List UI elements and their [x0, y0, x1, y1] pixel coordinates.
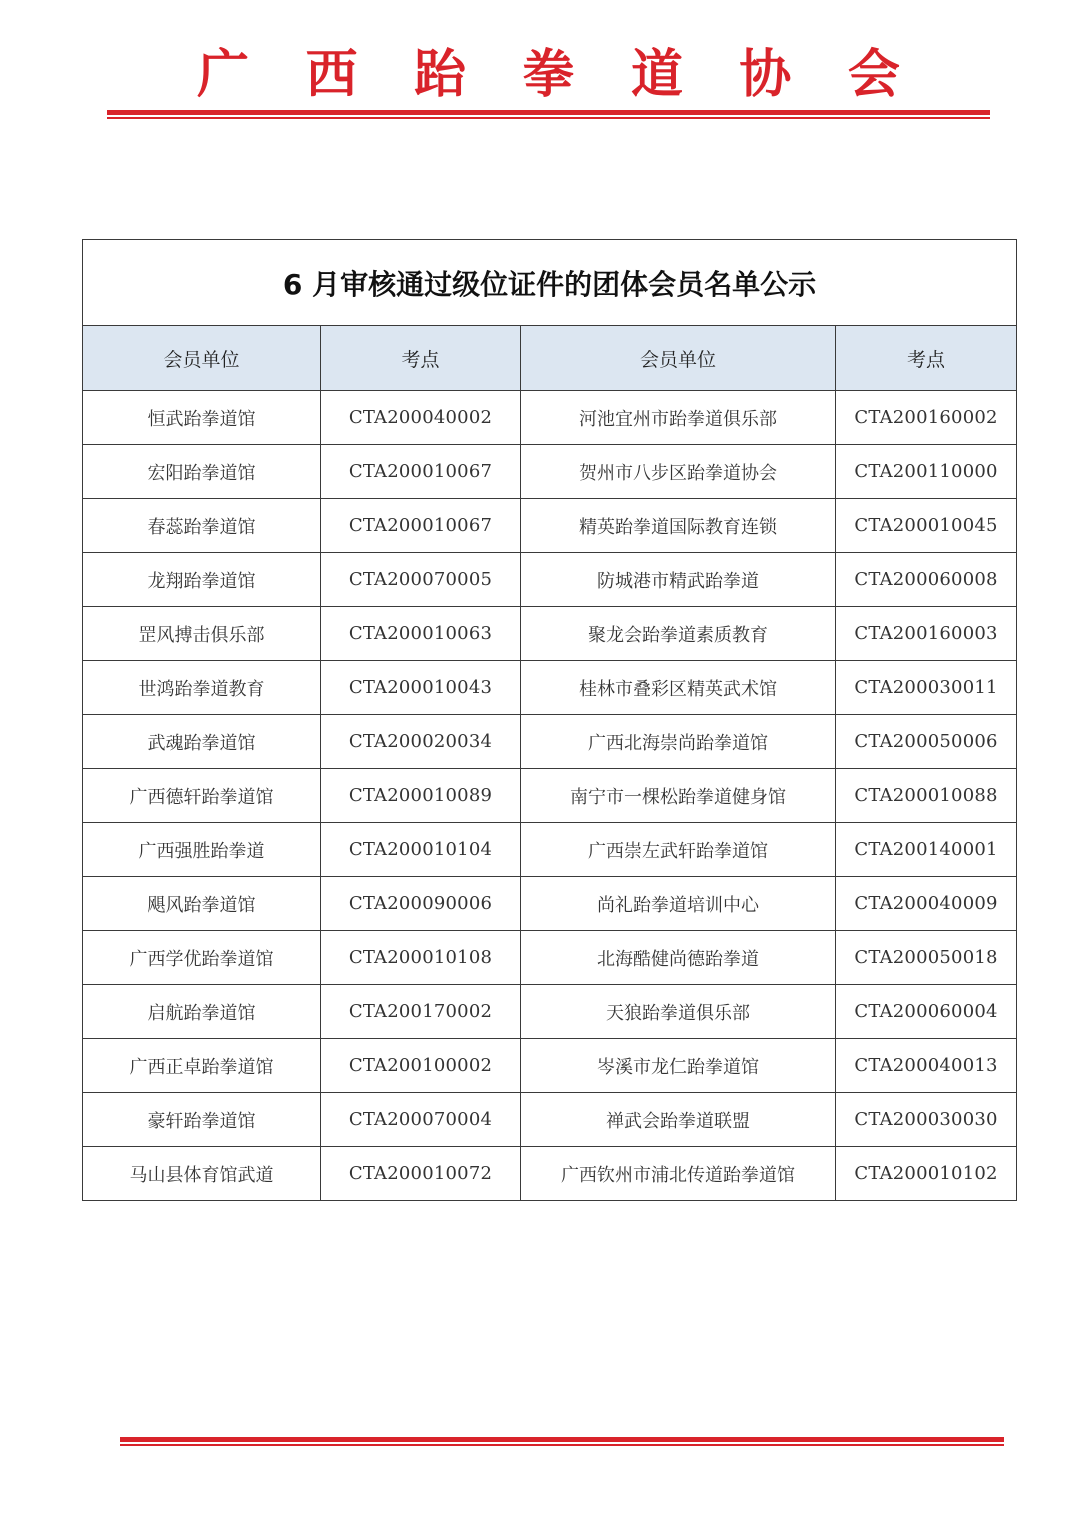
- table-row: [83, 877, 1017, 931]
- column-header-exam-site: 考点: [321, 326, 521, 391]
- member-unit-cell: 龙翔跆拳道馆: [83, 553, 321, 607]
- header-divider-thin-line: [107, 117, 990, 119]
- member-unit-cell: 豪轩跆拳道馆: [83, 1093, 321, 1147]
- exam-site-cell: CTA200010045: [836, 499, 1017, 553]
- table-row: [83, 985, 1017, 1039]
- exam-site-cell: CTA200040009: [836, 877, 1017, 931]
- exam-site-cell: CTA200160003: [836, 607, 1017, 661]
- footer-divider: [120, 1437, 1004, 1446]
- header-divider-thick-line: [107, 110, 990, 115]
- exam-site-cell: CTA200010072: [321, 1147, 521, 1201]
- member-unit-cell: 广西正卓跆拳道馆: [83, 1039, 321, 1093]
- member-unit-cell: 武魂跆拳道馆: [83, 715, 321, 769]
- member-unit-cell: 广西钦州市浦北传道跆拳道馆: [521, 1147, 836, 1201]
- table-title: 6 月审核通过级位证件的团体会员名单公示: [83, 240, 1017, 326]
- table-row: [83, 553, 1017, 607]
- exam-site-cell: CTA200010089: [321, 769, 521, 823]
- member-unit-cell: 飓风跆拳道馆: [83, 877, 321, 931]
- member-unit-cell: 广西强胜跆拳道: [83, 823, 321, 877]
- table-header-row: [83, 326, 1017, 391]
- member-unit-cell: 启航跆拳道馆: [83, 985, 321, 1039]
- member-unit-cell: 天狼跆拳道俱乐部: [521, 985, 836, 1039]
- table-row: [83, 1039, 1017, 1093]
- member-unit-cell: 广西北海崇尚跆拳道馆: [521, 715, 836, 769]
- org-title-char: 道: [630, 44, 683, 105]
- exam-site-cell: CTA200100002: [321, 1039, 521, 1093]
- exam-site-cell: CTA200050006: [836, 715, 1017, 769]
- exam-site-cell: CTA200010104: [321, 823, 521, 877]
- org-title-char: 跆: [413, 44, 466, 105]
- member-unit-cell: 罡风搏击俱乐部: [83, 607, 321, 661]
- member-unit-cell: 禅武会跆拳道联盟: [521, 1093, 836, 1147]
- member-unit-cell: 岑溪市龙仁跆拳道馆: [521, 1039, 836, 1093]
- member-unit-cell: 防城港市精武跆拳道: [521, 553, 836, 607]
- table-row: [83, 607, 1017, 661]
- member-unit-cell: 尚礼跆拳道培训中心: [521, 877, 836, 931]
- table-row: [83, 499, 1017, 553]
- exam-site-cell: CTA200160002: [836, 391, 1017, 445]
- member-unit-cell: 桂林市叠彩区精英武术馆: [521, 661, 836, 715]
- organization-title: [107, 40, 990, 110]
- exam-site-cell: CTA200110000: [836, 445, 1017, 499]
- column-header-member-unit: 会员单位: [83, 326, 321, 391]
- column-header-exam-site: 考点: [836, 326, 1017, 391]
- exam-site-cell: CTA200170002: [321, 985, 521, 1039]
- exam-site-cell: CTA200010108: [321, 931, 521, 985]
- member-unit-cell: 马山县体育馆武道: [83, 1147, 321, 1201]
- exam-site-cell: CTA200040013: [836, 1039, 1017, 1093]
- exam-site-cell: CTA200090006: [321, 877, 521, 931]
- table-row: [83, 391, 1017, 445]
- exam-site-cell: CTA200010063: [321, 607, 521, 661]
- footer-divider-thick-line: [120, 1437, 1004, 1442]
- member-unit-cell: 春蕊跆拳道馆: [83, 499, 321, 553]
- exam-site-cell: CTA200010043: [321, 661, 521, 715]
- column-header-member-unit: 会员单位: [521, 326, 836, 391]
- org-title-char: 会: [847, 44, 900, 105]
- exam-site-cell: CTA200030030: [836, 1093, 1017, 1147]
- exam-site-cell: CTA200070005: [321, 553, 521, 607]
- table-row: [83, 715, 1017, 769]
- member-unit-cell: 恒武跆拳道馆: [83, 391, 321, 445]
- member-unit-cell: 广西学优跆拳道馆: [83, 931, 321, 985]
- exam-site-cell: CTA200010067: [321, 499, 521, 553]
- member-unit-cell: 宏阳跆拳道馆: [83, 445, 321, 499]
- exam-site-cell: CTA200060008: [836, 553, 1017, 607]
- exam-site-cell: CTA200060004: [836, 985, 1017, 1039]
- exam-site-cell: CTA200020034: [321, 715, 521, 769]
- member-unit-cell: 精英跆拳道国际教育连锁: [521, 499, 836, 553]
- table-caption-row: [83, 240, 1017, 326]
- org-title-char: 协: [739, 44, 792, 105]
- exam-site-cell: CTA200010067: [321, 445, 521, 499]
- member-unit-cell: 世鸿跆拳道教育: [83, 661, 321, 715]
- org-title-char: 广: [197, 44, 250, 105]
- table-row: [83, 1147, 1017, 1201]
- table-row: [83, 445, 1017, 499]
- member-unit-cell: 广西德轩跆拳道馆: [83, 769, 321, 823]
- member-unit-cell: 河池宜州市跆拳道俱乐部: [521, 391, 836, 445]
- exam-site-cell: CTA200050018: [836, 931, 1017, 985]
- table-row: [83, 1093, 1017, 1147]
- exam-site-cell: CTA200030011: [836, 661, 1017, 715]
- member-unit-cell: 聚龙会跆拳道素质教育: [521, 607, 836, 661]
- member-roster-table: [82, 239, 1017, 1201]
- org-title-char: 西: [305, 44, 358, 105]
- header-divider: [107, 110, 990, 119]
- member-unit-cell: 南宁市一棵松跆拳道健身馆: [521, 769, 836, 823]
- member-unit-cell: 贺州市八步区跆拳道协会: [521, 445, 836, 499]
- member-unit-cell: 北海酷健尚德跆拳道: [521, 931, 836, 985]
- table-body: [83, 391, 1017, 1201]
- exam-site-cell: CTA200040002: [321, 391, 521, 445]
- exam-site-cell: CTA200010088: [836, 769, 1017, 823]
- org-title-char: 拳: [522, 44, 575, 105]
- table-row: [83, 769, 1017, 823]
- table-row: [83, 823, 1017, 877]
- member-unit-cell: 广西崇左武轩跆拳道馆: [521, 823, 836, 877]
- exam-site-cell: CTA200070004: [321, 1093, 521, 1147]
- footer-divider-thin-line: [120, 1444, 1004, 1446]
- table-row: [83, 661, 1017, 715]
- exam-site-cell: CTA200010102: [836, 1147, 1017, 1201]
- table-row: [83, 931, 1017, 985]
- exam-site-cell: CTA200140001: [836, 823, 1017, 877]
